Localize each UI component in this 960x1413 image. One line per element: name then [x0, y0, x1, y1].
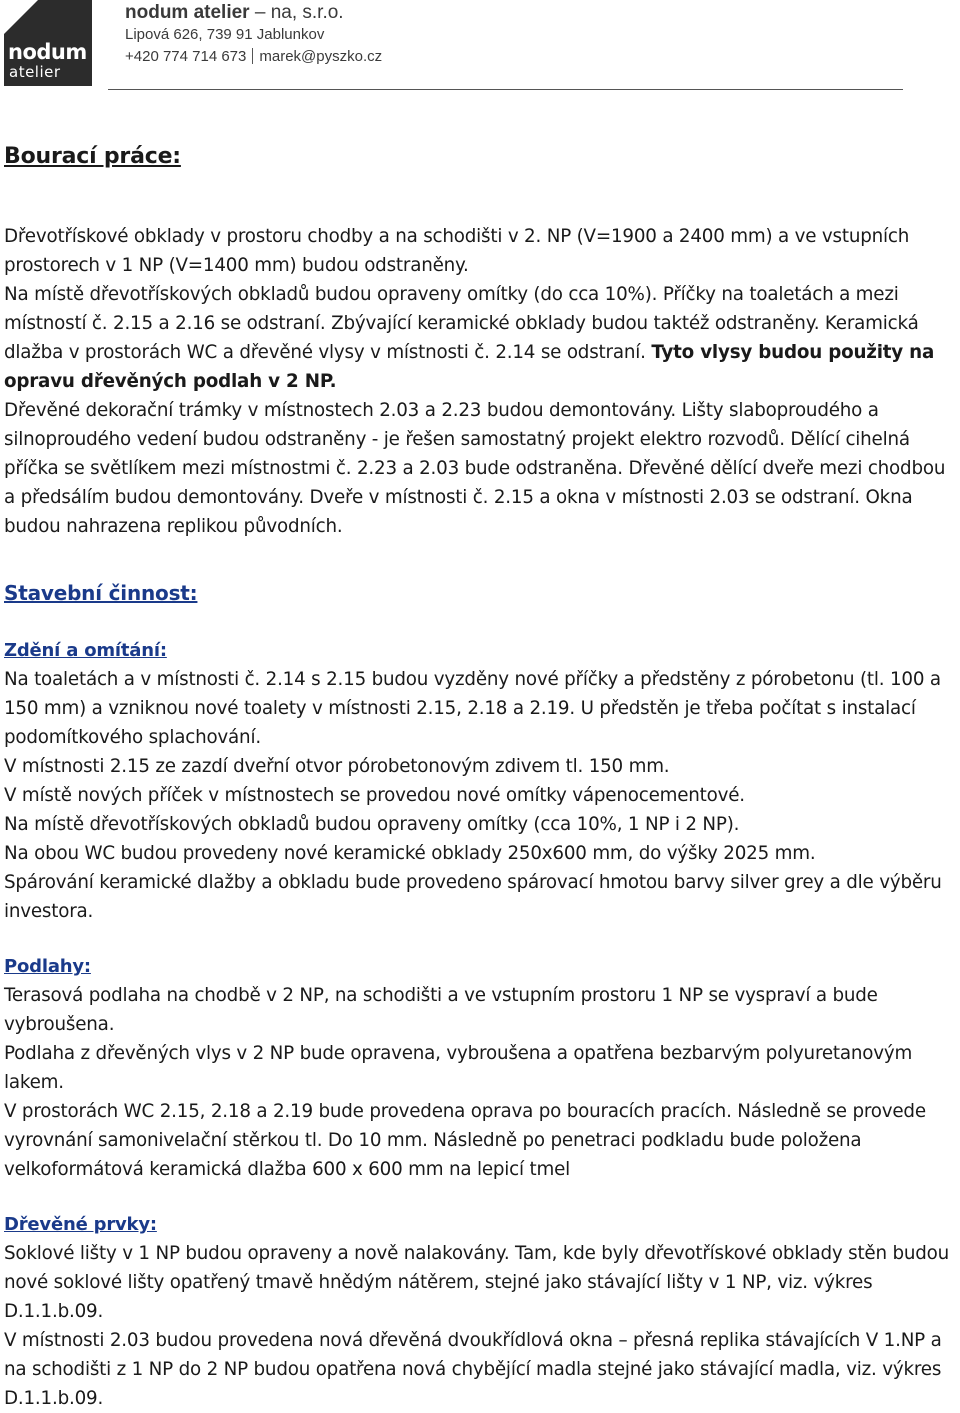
- paragraph: [4, 280, 960, 396]
- document-body: [4, 138, 960, 1413]
- company-info: [125, 2, 382, 68]
- subsection-title-wood: Dřevěné prvky:: [4, 1214, 157, 1235]
- company-logo: [4, 0, 92, 86]
- paragraph: Na místě dřevotřískových obkladů budou opraveny omítky (cca 10%, 1 NP i 2 NP).: [4, 814, 740, 835]
- logo-corner-shape: [4, 0, 38, 34]
- company-address: Lipová 626, 739 91 Jablunkov: [125, 26, 325, 43]
- subsection-title-floors: Podlahy:: [4, 956, 91, 977]
- paragraph: Na toaletách a v místnosti č. 2.14 s 2.15 budou vyzděny nové příčky a předstěny z pórobetonu (tl. 100 a 150 mm) a vzniknou nové toalety v místnosti 2.15, 2.18 a 2.19. U předstěn je třeba počítat s instalací podomítkového splachování.: [4, 669, 941, 748]
- company-suffix: – na, s.r.o.: [249, 2, 344, 23]
- paragraph: Spárování keramické dlažby a obkladu bude provedeno spárovací hmotou barvy silver grey a dle výběru investora.: [4, 872, 942, 922]
- paragraph: Podlaha z dřevěných vlys v 2 NP bude opravena, vybroušena a opatřena bezbarvým polyuretanovým lakem.: [4, 1043, 913, 1093]
- paragraph: Soklové lišty v 1 NP budou opraveny a nově nalakovány. Tam, kde byly dřevotřískové obklady stěn budou nové soklové lišty opatřený tmavě hnědým nátěrem, stejné jako stávající lišty v 1 NP, viz. výkres D.1.1.b.09.: [4, 1243, 950, 1322]
- paragraph-bold: Tyto vlysy budou použity na opravu dřevěných podlah v 2 NP.: [4, 342, 935, 392]
- company-phone: +420 774 714 673: [125, 48, 247, 65]
- paragraph: Na obou WC budou provedeny nové keramické obklady 250x600 mm, do výšky 2025 mm.: [4, 843, 816, 864]
- paragraph: Dřevotřískové obklady v prostoru chodby a na schodišti v 2. NP (V=1900 a 2400 mm) a ve vstupních prostorech v 1 NP (V=1400 mm) budou odstraněny.: [4, 226, 910, 276]
- section-title-construction: Stavební činnost:: [4, 581, 198, 605]
- paragraph-text: Na místě dřevotřískových obkladů budou opraveny omítky (do cca 10%). Příčky na toaletách a mezi místností č. 2.15 a 2.16 se odstraní. Zbývající keramické obklady budou taktéž odstraněny. Keramická dlažba v prostorách WC a dřevěné vlysy v místnosti č. 2.14 se odstraní.: [4, 284, 919, 363]
- paragraph: Terasová podlaha na chodbě v 2 NP, na schodišti a ve vstupním prostoru 1 NP se vyspraví a bude vybroušena.: [4, 985, 878, 1035]
- paragraph: V místě nových příček v místnostech se provedou nové omítky vápenocementové.: [4, 785, 745, 806]
- logo-word: nodum: [8, 40, 87, 64]
- paragraph: V místnosti 2.03 budou provedena nová dřevěná dvoukřídlová okna – přesná replika stávajících V 1.NP a na schodišti z 1 NP do 2 NP budou opatřena nová chybějící madla stejné jako stávající madla, viz. výkres D.1.1.b.09.: [4, 1330, 942, 1409]
- paragraph: Dřevěné dekorační trámky v místnostech 2.03 a 2.23 budou demontovány. Lišty slaboproudého a silnoproudého vedení budou odstraněny - je řešen samostatný projekt elektro rozvodů. Dělící cihelná příčka se světlíkem mezi místnostmi č. 2.23 a 2.03 bude odstraněna. Dřevěné dělící dveře mezi chodbou a předsálím budou demontovány. Dveře v místnosti č. 2.15 a okna v místnosti 2.03 se odstraní. Okna budou nahrazena replikou původních.: [4, 400, 946, 537]
- company-contact: [125, 46, 382, 68]
- section-title-demolition: Bourací práce:: [4, 144, 181, 169]
- company-name: nodum atelier: [125, 2, 250, 23]
- company-name-line: [125, 2, 382, 24]
- subsection-title-walls: Zdění a omítání:: [4, 640, 167, 661]
- header-divider: [108, 89, 903, 90]
- logo-sub: atelier: [9, 63, 61, 81]
- company-email[interactable]: marek@pyszko.cz: [259, 48, 383, 65]
- paragraph: V místnosti 2.15 ze zazdí dveřní otvor pórobetonovým zdivem tl. 150 mm.: [4, 756, 670, 777]
- contact-separator: [252, 48, 253, 64]
- paragraph: V prostorách WC 2.15, 2.18 a 2.19 bude provedena oprava po bouracích pracích. Následně se provede vyrovnání samonivelační stěrkou tl. Do 10 mm. Následně po penetraci podkladu bude položena velkoformátová keramická dlažba 600 x 600 mm na lepicí tmel: [4, 1101, 926, 1180]
